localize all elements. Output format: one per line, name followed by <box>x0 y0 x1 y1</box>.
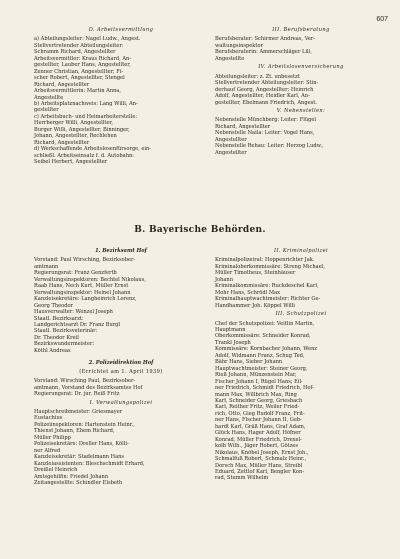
text-line: Verwaltungsinspektor: Heinel Johann <box>34 289 131 296</box>
text-line: Hauptschreibmeister: Griesmayer <box>34 408 123 415</box>
text-line: rich, Otto, Gieg Rudolf Franz, Frit- <box>215 410 305 417</box>
text-line: amtmann <box>34 263 59 270</box>
text-line: Nebenstelle Naila: Leiter: Vogel Hans, <box>215 130 315 137</box>
section-heading: IV. Arbeitslosenversicherung <box>258 64 344 71</box>
text-line: Angestellter <box>215 136 247 143</box>
text-line: Richard, Angestellter <box>34 139 90 146</box>
text-line: d) Werkschaffende Arbeitslosenfürsorge, ein- <box>34 146 151 153</box>
section-heading: II. Kriminalpolizei <box>273 248 329 254</box>
text-line: Kanzleiassistenten: Bleschschmidt Erhard, <box>34 460 145 467</box>
text-line: Müller Timotheus, Steinhäuser <box>215 270 296 277</box>
main-heading: B. Bayerische Behörden. <box>134 225 266 235</box>
text-line: Richard, Angestellter <box>34 81 90 88</box>
text-line: Dorsch Max, Müller Hans, Streibl <box>215 462 303 469</box>
text-line: Chef der Schutzpolizei: Veitlin Martin, <box>215 320 315 327</box>
section-heading: D. Arbeitsvermittlung <box>88 27 154 33</box>
text-line: Mohr Hans, Schrödl Max <box>215 289 280 296</box>
text-line: Hausverwalter: Wenzel Joseph <box>34 309 113 316</box>
section-heading: I. Verwaltungspolizei <box>89 399 153 406</box>
text-line: hardt Karl, Gräß Hans, Graf Adam, <box>215 423 306 430</box>
text-line: Nikolaus, Knöbel Joseph, Ernst Joh., <box>215 449 309 456</box>
text-line: gestellter, Ebelmann Friedrich, Angest. <box>215 99 317 106</box>
upper-left-column <box>34 25 208 166</box>
text-line: Rieß Johann, Münzenstein Mar, <box>215 372 297 379</box>
text-line: Johann, Angestellter, Rechlehen <box>34 133 117 140</box>
text-line: gestellter, Lauber Hans, Angestellter, <box>34 62 131 69</box>
section-heading: 2. Polizeidirektion Hof <box>88 360 154 367</box>
text-line: c) Arbeitsbuch- und Heimarbeiterstelle: <box>34 113 138 120</box>
text-line: kolb Wilh., Jäger Robert, Götzes <box>215 443 299 450</box>
text-line: mann Max, Willbrich Max, Ring <box>215 391 297 398</box>
text-line: Raab Hans, Nech Kurt, Müller Ernst <box>34 283 129 290</box>
text-line: Kriminaloberkommissäre: Streng Michael, <box>215 263 325 270</box>
text-line: Herrberger Willi, Angestellter, <box>34 120 113 127</box>
text-line: Eustachius <box>34 415 63 422</box>
section-heading: III. Berufsberatung <box>272 27 330 33</box>
text-line: Zeitangestellte: Schindler Elsbeth <box>34 479 123 486</box>
text-line: Polizeisekretäre: Dreller Hans, Kölli- <box>34 441 129 448</box>
text-line: Stellvertretender Abteilungsleiter: Stin- <box>215 80 319 87</box>
text-line: Arbeitsvermittler: Kraus Richard, An- <box>34 55 132 62</box>
text-line: Richard, Angestellter <box>215 123 271 130</box>
lower-right-column <box>215 246 387 482</box>
text-line: Johann <box>215 276 233 283</box>
text-line: amtmann, Vorstand des Bezirksamtes Hof <box>34 384 143 391</box>
text-line: Kriminalkommissäre: Ruckdeschel Karl, <box>215 283 319 290</box>
text-line: Kriminalpolizeirat: Hoppenrichter Jak. <box>215 257 315 264</box>
text-line: a) Abteilungsleiter: Nagel Ludw., Angest. <box>34 36 141 43</box>
text-line: Kanzleisekretär: Stadelmann Hans <box>34 454 124 461</box>
text-line: Vorstand: Wirsching Paul, Bezirksober- <box>34 378 136 385</box>
text-line: Hauptmann <box>215 326 246 333</box>
text-line: gestellter <box>34 107 59 114</box>
text-line: Regierungsrat: Dr. jur. Reiß Fritz <box>34 391 120 398</box>
text-line: Eduard, Zettlof Karl, Bengler Kon- <box>215 468 304 475</box>
text-line: Schmalfuß Robert, Schmalz Heinr., <box>215 456 307 463</box>
text-line: Staatl. Bezirksarzt: <box>34 315 84 322</box>
text-line: Landgerichtsarzt Dr. Franz Burgl <box>34 321 121 328</box>
text-line: Zenner Christian, Angestellter; Fi- <box>34 68 124 75</box>
text-line: Trankl Joseph <box>215 339 251 346</box>
text-line: Dreißel Heinrich <box>34 467 78 474</box>
upper-right-column <box>215 25 387 156</box>
text-line: Dr. Theodor Kreil <box>34 334 79 341</box>
text-line: Vorstand: Paul Wirsching, Bezirksober- <box>34 257 136 264</box>
section-heading: V. Nebenstellen: <box>276 107 326 114</box>
text-line: Nebenstelle Rehau: Leiter: Herzog Ludw., <box>215 143 324 150</box>
text-line: Bezirkswundermeister: <box>34 341 95 348</box>
text-line: Handhammer Joh. Köppel Willi <box>215 302 295 309</box>
section-subtitle: (Errichtet am 1. April 1939) <box>79 368 163 375</box>
text-line: ner Alfred <box>34 447 61 454</box>
text-line: Fischer Johann I, Rügel Hans; Eil- <box>215 378 303 385</box>
text-line: waltungsinspektor <box>215 42 263 49</box>
text-line: Hauptwachtmeister: Steiner Georg, <box>215 365 308 372</box>
text-line: Burger Willi, Angestellter, Binninger, <box>34 126 130 133</box>
text-line: ner Friedrich, Schmidt Friedrich, Hof- <box>215 385 314 392</box>
text-line: schließl. Arbeitseinsatz f. d. Autobahn: <box>34 152 134 159</box>
text-line: Kanzleisekretäre: Langheinrich Lorenz, <box>34 296 137 303</box>
text-line: Kriminalhauptwachtmeister: Richter Ge- <box>215 296 321 303</box>
page-number: 607 <box>376 16 388 23</box>
text-line: Müller Philipp <box>34 434 71 441</box>
text-line: Regierungsrat: Franz Genzferth <box>34 270 117 277</box>
text-line: Georg Theodor <box>34 302 73 309</box>
text-line: rad, Stumm Wilhelm <box>215 475 269 482</box>
text-line: Konrad, Müller Friedrich, Drexel- <box>215 436 302 443</box>
text-line: Nebenstelle Münchberg: Leiter: Flügel <box>215 117 317 124</box>
text-line: Arbeitsvermittlerin: Martin Anna, <box>34 88 122 95</box>
text-line: Thienst Johann, Ehem Richard, <box>34 428 115 435</box>
text-line: Oberkommissäre: Schneider Konrad, <box>215 333 311 340</box>
text-line: Seibel Herbert, Angestellter <box>34 159 108 166</box>
text-line: Adolf, Widmann Franz, Schug Ted, <box>215 352 305 359</box>
text-line: Stellvertretender Abteilungsleiter: <box>34 42 124 49</box>
section-heading: 1. Bezirksamt Hof <box>95 248 147 254</box>
text-line: b) Arbeitsplatznachweis: Lang Willi, An- <box>34 100 138 107</box>
text-line: Glück Hans, Hager Adolf, Höfner <box>215 430 301 437</box>
section-heading: III. Schutzpolizei <box>275 311 327 318</box>
text-line: Schramm Richard, Angestellter <box>34 49 116 56</box>
text-line: Adolf, Angestellter, Heidler Karl, An- <box>215 93 310 100</box>
text-line: scher Robert, Angestellter, Stengel <box>34 75 125 82</box>
text-line: ner Hans, Fischer Johann II, Geb- <box>215 417 302 424</box>
text-line: Berufsberater: Schirmer Andreas, Ver- <box>215 36 316 43</box>
text-line: Kommissäre: Kornbacher Johann, Wenz <box>215 346 318 353</box>
text-line: Berufsberaterin: Ammerschläger Lili, <box>215 49 312 56</box>
text-line: Verwaltungsinspektoren: Bechtel Nikolaus, <box>34 276 146 283</box>
text-line: derhauf Georg, Angestellter; Heinrich <box>215 86 314 93</box>
text-line: Angestellte <box>215 55 245 62</box>
text-line: Bähr Hans, Sieber Johann <box>215 359 283 366</box>
text-line: Karl, Schneider Georg, Griesbach <box>215 397 303 404</box>
text-line: Köthl Andreas <box>34 347 71 354</box>
text-line: Staatl. Bezirksveterinär: <box>34 328 98 335</box>
text-line: Angestellte <box>34 94 64 101</box>
text-line: Karl, Reither Fritz, Weiler Fried- <box>215 404 300 411</box>
text-line: Polizeiinspektoren: Hartenstein Heinr., <box>34 421 135 428</box>
text-line: Amtsgehilfin: Friedel Johann <box>34 473 109 480</box>
text-line: Angestellter <box>215 149 247 156</box>
text-line: Abteilungsleiter: z. Zt. unbesetzt <box>215 73 300 80</box>
lower-left-column <box>34 246 208 486</box>
